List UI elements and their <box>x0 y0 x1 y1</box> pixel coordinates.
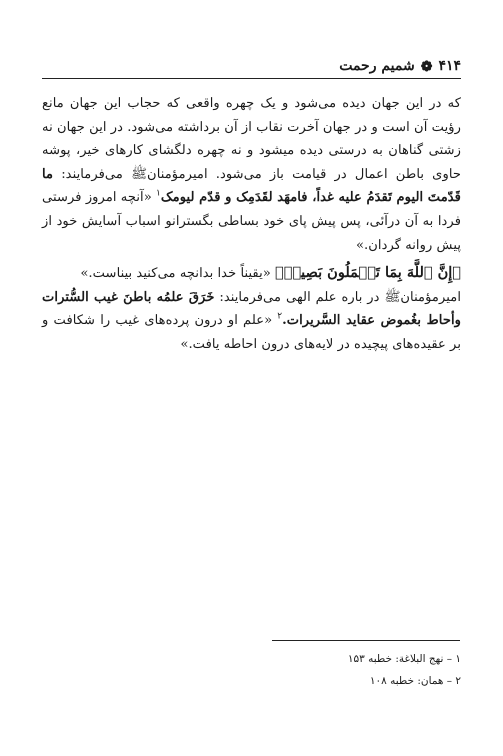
paragraph-2-mid: در باره علم الهی می‌فرمایند: <box>219 289 380 305</box>
quran-verse: ﴿إِنَّ ٱللَّهَ بِمَا تَعۡمَلُونَ بَصِيرٞ﴾ <box>275 264 461 282</box>
footnote-marker-2: ۲ <box>277 311 283 322</box>
hadith-translation-2: «علم او درون پرده‌های غیب را شکافت و بر عقیده‌های پیچیده در لایه‌های درون احاطه یافت.» <box>42 313 461 352</box>
paragraph-2-lead: امیرمؤمنان <box>400 289 461 305</box>
hadith-quote-1: ما قَدّمتَ الیوم تَقدَمُ علیه غداً، فامهَد لقَدَمِک و قدّم لیومک <box>42 166 461 206</box>
quran-paragraph <box>42 261 461 286</box>
page-number: ۴۱۴ <box>438 58 461 74</box>
paragraph-1-tail: می‌فرمایند: <box>61 166 123 182</box>
hadith-quote-2: خَرَقَ علمُه باطنَ غیب السُّترات وأحاط بغُموض عقاید السَّریرات. <box>42 289 461 329</box>
book-title: شمیم رحمت <box>339 58 415 74</box>
paragraph-2 <box>42 286 461 357</box>
body-text <box>42 92 461 357</box>
page-header <box>42 48 461 74</box>
honorific-symbol: ﷺ <box>384 289 401 305</box>
footnote-marker-1: ۱ <box>155 188 161 199</box>
footnotes <box>42 648 461 692</box>
footnote-1: ۱ – نهج البلاغة: خطبه ۱۵۳ <box>347 653 461 665</box>
paragraph-1-text: که در این جهان دیده می‌شود و یک چهره واقعی که حجاب این جهان مانع رؤیت آن است و در جهان آخرت نقاب از آن برداشته می‌شود. در این جهان نه زشتی گناهان به درستی دیده میشود و نه چهره دلگشای کارهای خیر، پوشه حاوی باطن اعمال در قیامت باز می‌شود. امیرمؤمنان <box>42 96 461 182</box>
rosette-icon: ❁ <box>420 59 433 75</box>
header-divider <box>42 78 461 79</box>
footnote-divider <box>272 640 460 641</box>
hadith-translation-1: «آنچه امروز فرستی فردا به آن درآئی، پس پیش پای خود بساطی بگسترانو اسباب آسایش خود از پیش روانه گردان.» <box>42 190 461 253</box>
honorific-symbol: ﷺ <box>131 166 148 182</box>
quran-verse-translation: «یقیناً خدا بدانچه می‌کنید بیناست.» <box>80 266 271 282</box>
paragraph-1 <box>42 92 461 257</box>
footnote-2: ۲ – همان: خطبه ۱۰۸ <box>369 675 461 687</box>
